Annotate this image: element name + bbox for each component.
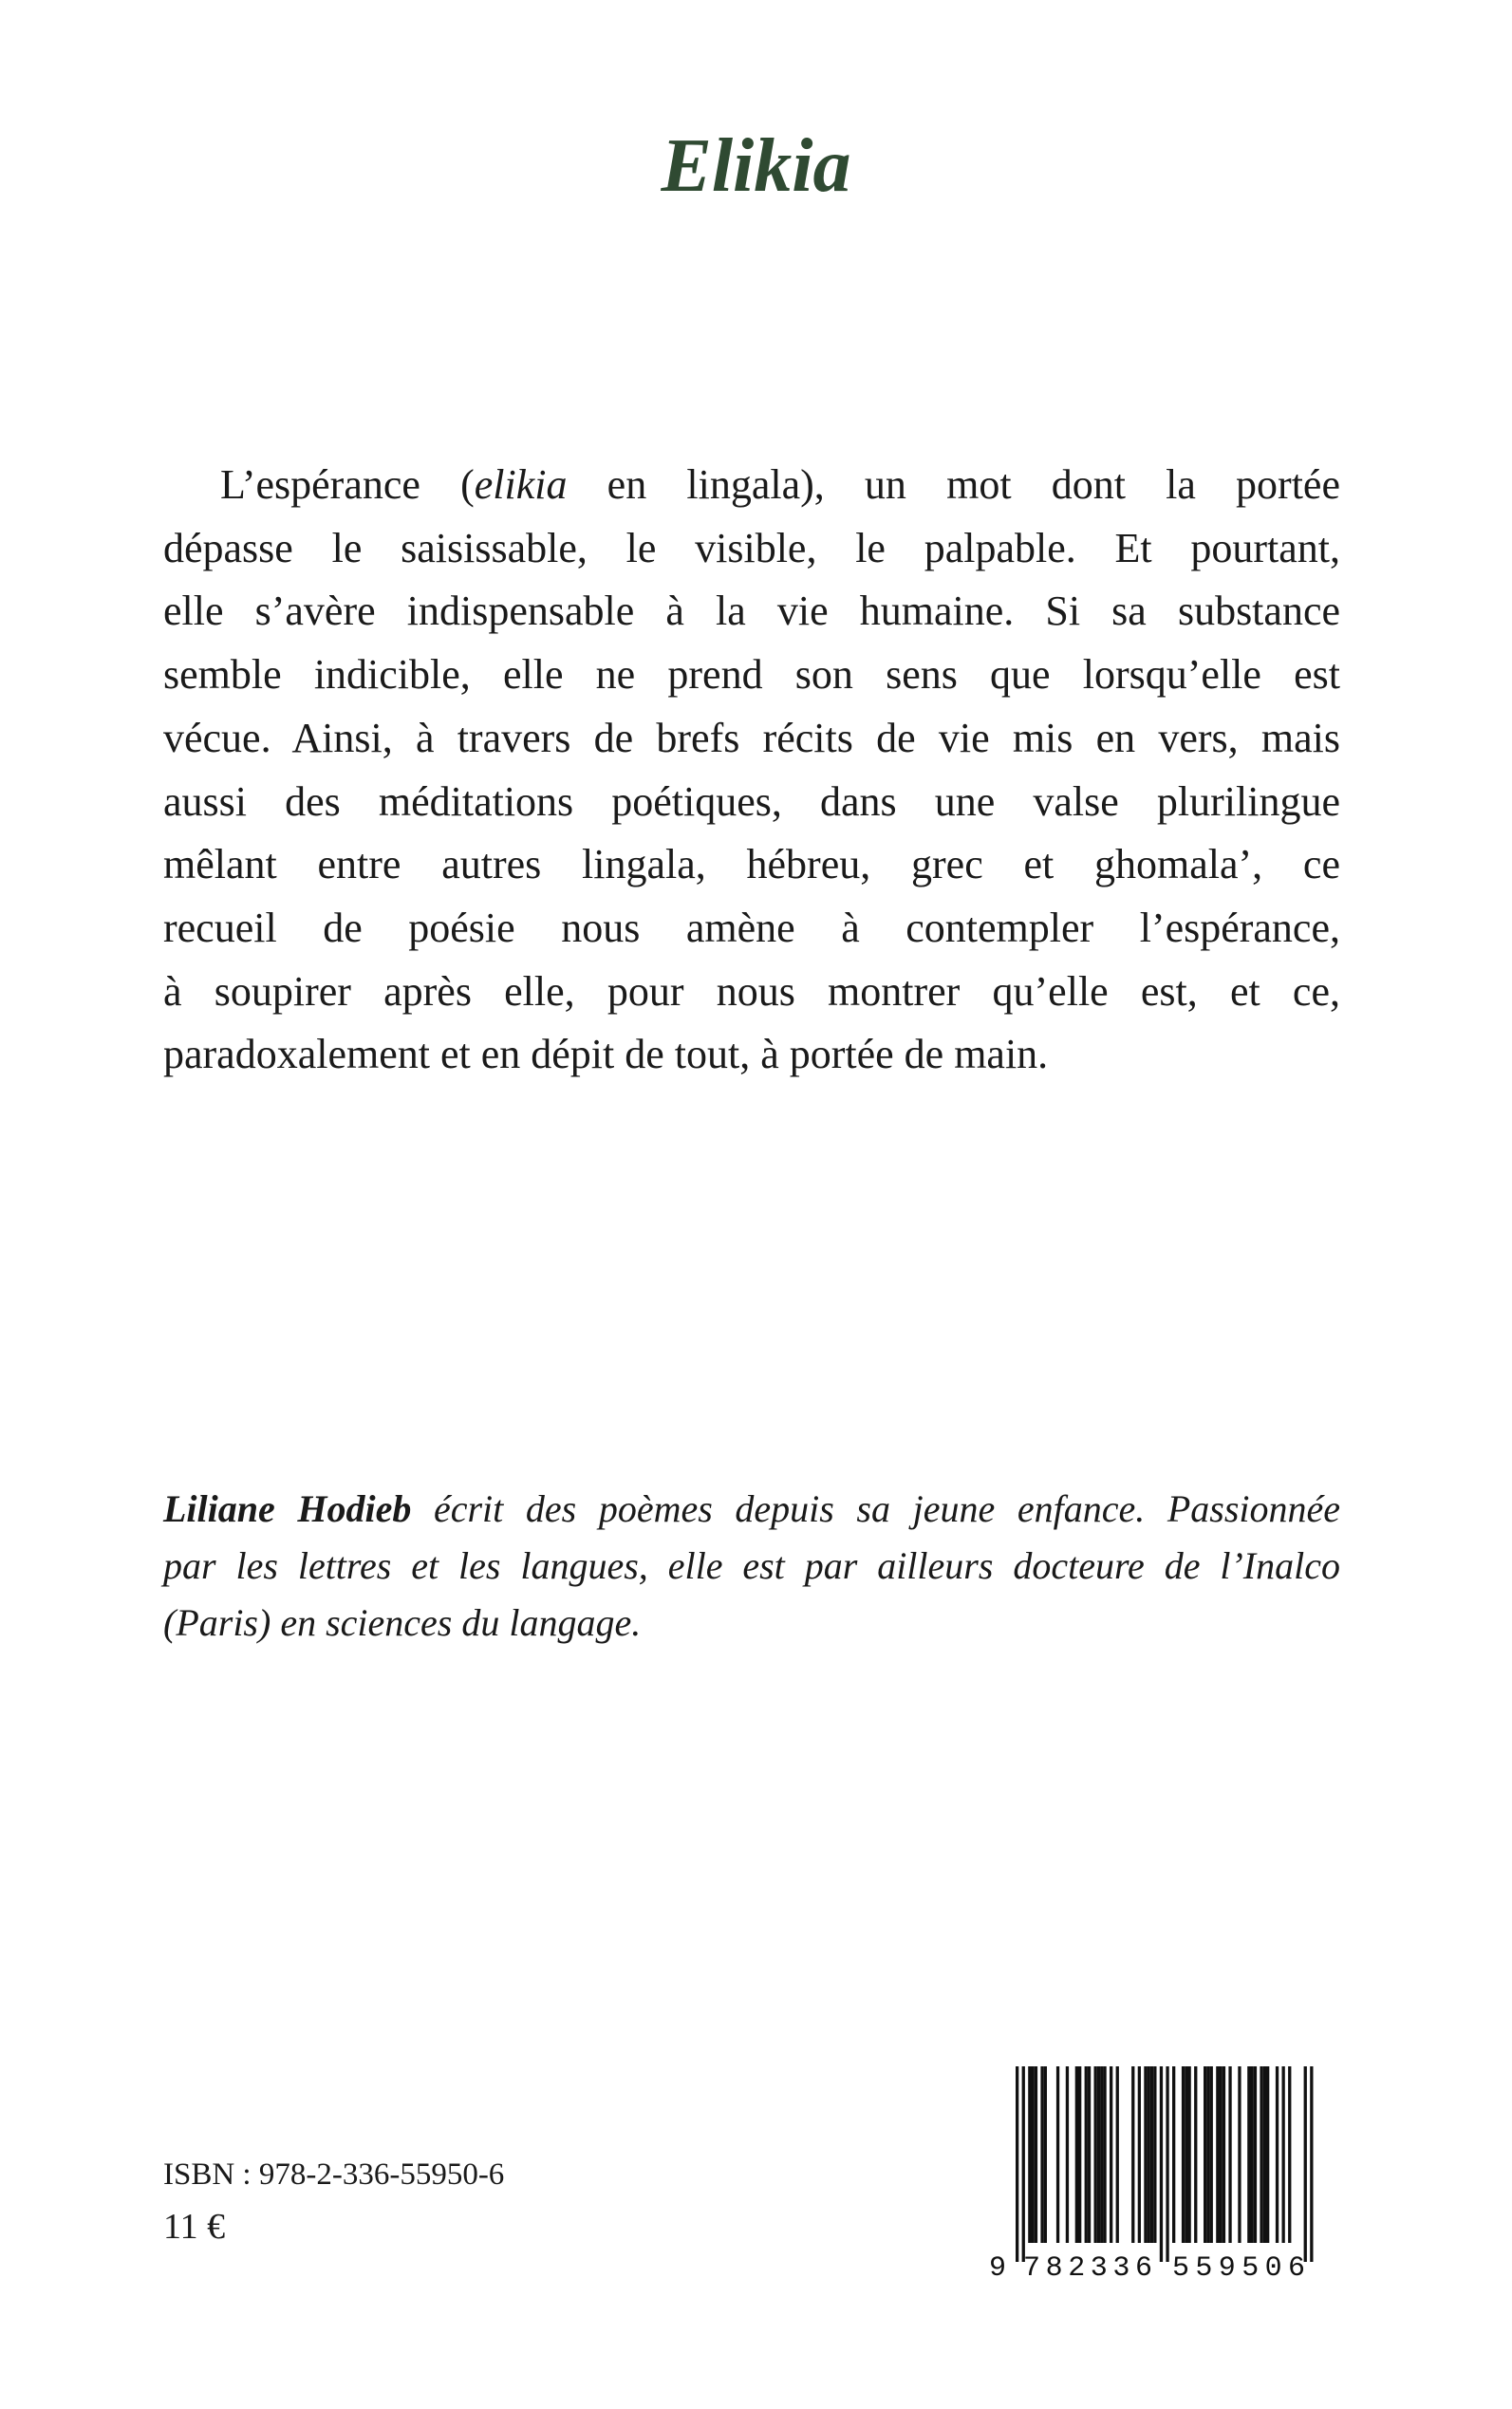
barcode-bar xyxy=(1085,2066,1088,2243)
barcode-bar xyxy=(1088,2066,1091,2243)
barcode-bar xyxy=(1040,2066,1043,2243)
barcode-bar xyxy=(1078,2066,1081,2243)
author-name: Liliane Hodieb xyxy=(163,1487,412,1530)
barcode-bar xyxy=(1110,2066,1112,2243)
price-label: 11 € xyxy=(163,2207,226,2247)
barcode-bar xyxy=(1116,2066,1119,2243)
barcode-bar xyxy=(1075,2066,1078,2243)
barcode-bar xyxy=(1056,2066,1059,2243)
barcode-bar xyxy=(1263,2066,1266,2243)
barcode-bar xyxy=(1172,2066,1175,2243)
barcode-bar xyxy=(1182,2066,1185,2243)
barcode-bar xyxy=(1194,2066,1197,2243)
author-bio xyxy=(163,1481,1340,1652)
barcode-bar xyxy=(1185,2066,1187,2243)
barcode-bars xyxy=(1016,2066,1314,2262)
barcode-bar xyxy=(1166,2066,1168,2262)
barcode-bar xyxy=(1216,2066,1219,2243)
barcode-digit-group: 559506 xyxy=(1172,2252,1305,2281)
barcode-bar xyxy=(1131,2066,1134,2243)
bio-line: (Paris) en sciences du langage. xyxy=(163,1601,642,1644)
barcode-bar xyxy=(1022,2066,1025,2262)
blurb-line: mêlant entre autres lingala, hébreu, grec et ghomala’, ce xyxy=(163,841,1340,888)
blurb-line: recueil de poésie nous amène à contempler l’espérance, xyxy=(163,904,1340,951)
barcode-bar xyxy=(1138,2066,1141,2243)
barcode-bar xyxy=(1188,2066,1191,2243)
barcode-digits xyxy=(989,2252,1305,2281)
barcode-bar xyxy=(1254,2066,1257,2243)
barcode-bar xyxy=(1251,2066,1254,2243)
barcode-bar xyxy=(1016,2066,1018,2262)
blurb-line: paradoxalement et en dépit de tout, à portée de main. xyxy=(163,1031,1049,1078)
barcode-bar xyxy=(1160,2066,1163,2262)
barcode-bar xyxy=(1223,2066,1225,2243)
blurb-line: aussi des méditations poétiques, dans une valse plurilingue xyxy=(163,777,1340,825)
barcode-bar xyxy=(1097,2066,1100,2243)
barcode-bar xyxy=(1260,2066,1262,2243)
isbn-label: ISBN : 978-2-336-55950-6 xyxy=(163,2157,505,2192)
barcode xyxy=(987,2063,1322,2281)
barcode-bar xyxy=(1220,2066,1223,2243)
barcode-bar xyxy=(1310,2066,1313,2262)
barcode-bar xyxy=(1044,2066,1047,2243)
barcode-bar xyxy=(1094,2066,1097,2243)
barcode-digit-group: 782336 xyxy=(1023,2252,1152,2281)
barcode-bar xyxy=(1150,2066,1153,2243)
barcode-bar xyxy=(1153,2066,1156,2243)
barcode-bar xyxy=(1204,2066,1206,2243)
barcode-bar xyxy=(1282,2066,1285,2243)
blurb-line: L’espérance (elikia en lingala), un mot dont la portée xyxy=(220,461,1340,508)
blurb-line: semble indicible, elle ne prend son sens que lorsqu’elle est xyxy=(163,651,1340,699)
barcode-bar xyxy=(1210,2066,1213,2243)
barcode-bar xyxy=(1066,2066,1069,2243)
barcode-digit: 9 xyxy=(989,2252,1007,2281)
barcode-bar xyxy=(1228,2066,1231,2243)
barcode-bar xyxy=(1266,2066,1269,2243)
blurb-line: à soupirer après elle, pour nous montrer qu’elle est, et ce, xyxy=(163,967,1340,1015)
barcode-bar xyxy=(1032,2066,1035,2243)
barcode-bar xyxy=(1247,2066,1250,2243)
barcode-bar xyxy=(1238,2066,1241,2243)
back-cover-blurb xyxy=(163,454,1340,1087)
barcode-bar xyxy=(1148,2066,1150,2243)
barcode-bar xyxy=(1206,2066,1209,2243)
barcode-bar xyxy=(1304,2066,1307,2262)
book-title: Elikia xyxy=(661,124,851,208)
blurb-line: dépasse le saisissable, le visible, le palpable. Et pourtant, xyxy=(163,524,1340,571)
barcode-bar xyxy=(1144,2066,1147,2243)
blurb-line: vécue. Ainsi, à travers de brefs récits de vie mis en vers, mais xyxy=(163,714,1340,761)
blurb-italic-word: elikia xyxy=(474,461,568,508)
barcode-bar xyxy=(1288,2066,1291,2243)
barcode-bar xyxy=(1100,2066,1103,2243)
blurb-line: elle s’avère indispensable à la vie humaine. Si sa substance xyxy=(163,588,1340,635)
bio-line: Liliane Hodieb écrit des poèmes depuis sa jeune enfance. Passionnée xyxy=(163,1487,1341,1530)
barcode-bar xyxy=(1103,2066,1106,2243)
barcode-graphic xyxy=(987,2063,1322,2281)
bio-line: par les lettres et les langues, elle est par ailleurs docteure de l’Inalco xyxy=(163,1544,1340,1587)
barcode-bar xyxy=(1276,2066,1279,2243)
barcode-bar xyxy=(1035,2066,1037,2243)
barcode-bar xyxy=(1028,2066,1031,2243)
